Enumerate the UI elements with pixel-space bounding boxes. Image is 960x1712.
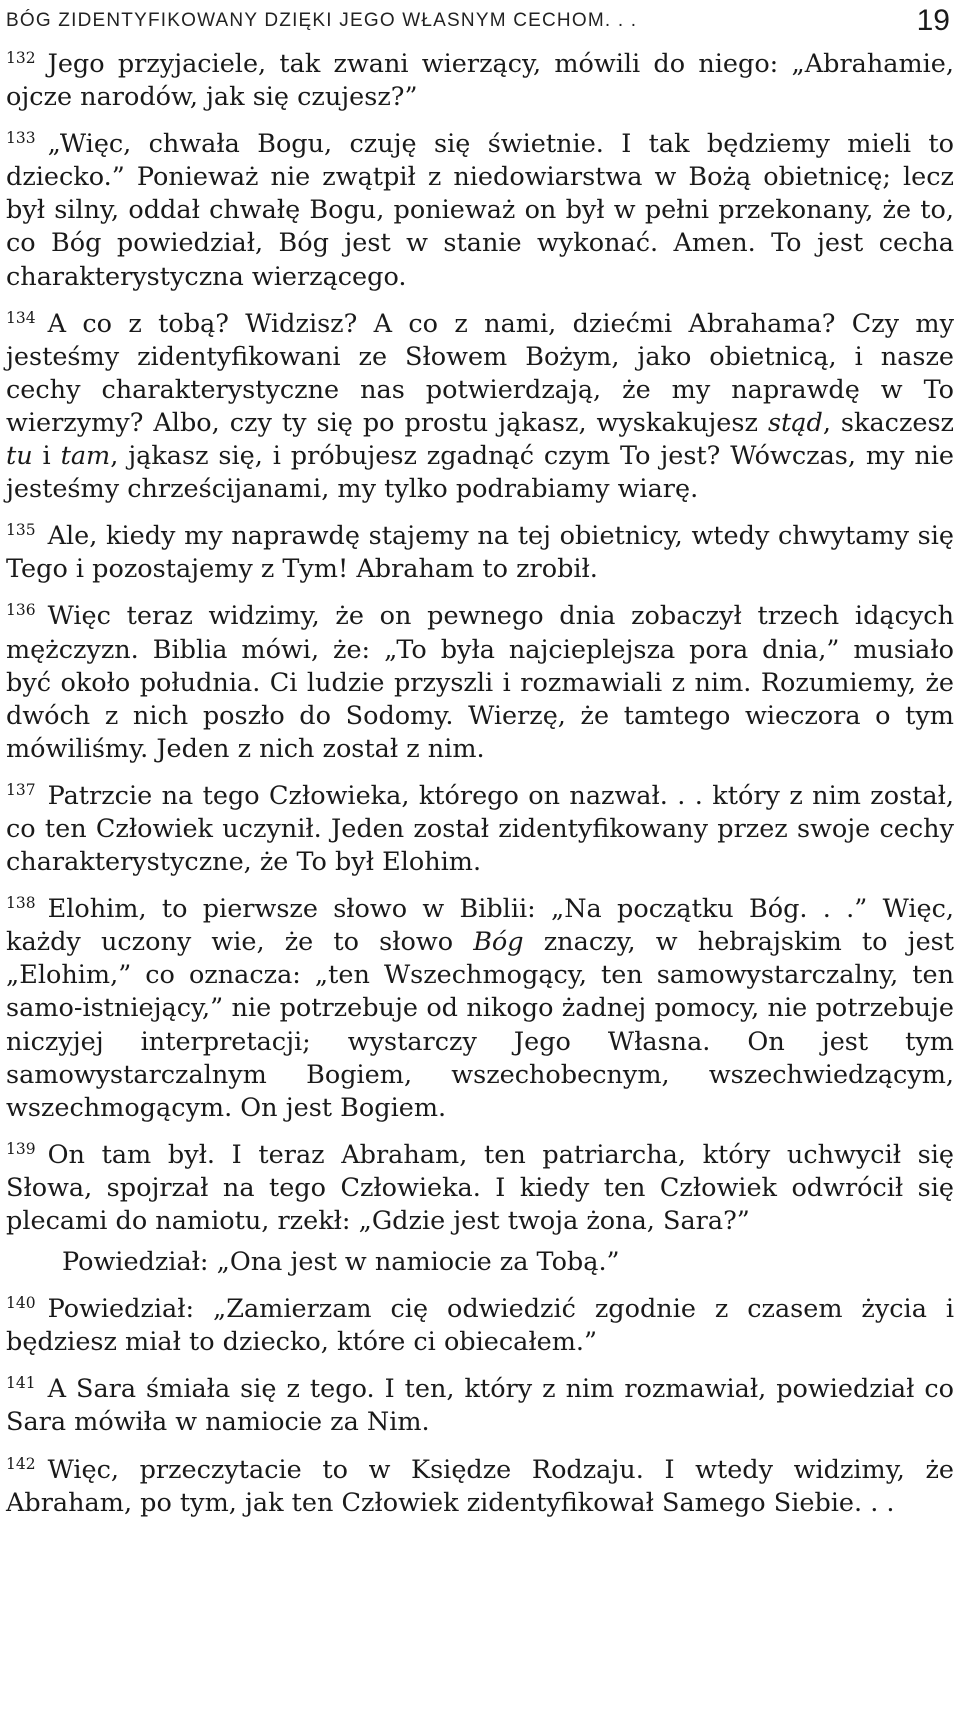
paragraph-141: [6, 1367, 954, 1439]
page-number: 19: [916, 4, 950, 37]
paragraph-139: [6, 1133, 954, 1238]
paragraph-138: [6, 887, 954, 1125]
emphasis-text: tu: [6, 441, 33, 472]
paragraph-number: 137: [6, 780, 36, 799]
paragraph-139-continued: [6, 1246, 954, 1279]
paragraph-text: znaczy, w hebrajskim to jest „Elohim,” co oznacza: „ten Wszechmogący, ten samowystarczalny, ten samo-istniejący,” nie potrzebuje od nikogo żadnej pomocy, nie potrzebuje niczyjej interpretacji; wystarczy Jego Własna. On jest tym samowystarczalnym Bogiem, wszechobecnym, wszechwiedzącym, wszechmogącym. On jest Bogiem.: [6, 927, 954, 1123]
paragraph-140: [6, 1287, 954, 1359]
paragraph-text: Jego przyjaciele, tak zwani wierzący, mówili do niego: „Abrahamie, ojcze narodów, jak się czujesz?”: [6, 49, 954, 113]
paragraph-number: 142: [6, 1454, 36, 1473]
paragraph-text: „Więc, chwała Bogu, czuję się świetnie. I tak będziemy mieli to dziecko.” Ponieważ nie zwątpił z niedowiarstwa w Bożą obietnicę; lecz był silny, oddał chwałę Bogu, ponieważ on był w pełni przekonany, że to, co Bóg powiedział, Bóg jest w stanie wykonać. Amen. To jest cecha charakterystyczna wierzącego.: [6, 129, 954, 292]
paragraph-text: On tam był. I teraz Abraham, ten patriarcha, który uchwycił się Słowa, spojrzał na tego Człowieka. I kiedy ten Człowiek odwrócił się plecami do namiotu, rzekł: „Gdzie jest twoja żona, Sara?”: [6, 1139, 954, 1236]
paragraph-text: Więc, przeczytacie to w Księdze Rodzaju. I wtedy widzimy, że Abraham, po tym, jak ten Człowiek zidentyfikował Samego Siebie. . .: [6, 1454, 954, 1518]
paragraph-text: , skaczesz: [822, 407, 954, 438]
paragraph-text: , jąkasz się, i próbujesz zgadnąć czym To jest? Wówczas, my nie jesteśmy chrześcijanami, my tylko podrabiamy wiarę.: [6, 441, 954, 505]
paragraph-text: Ale, kiedy my naprawdę stajemy na tej obietnicy, wtedy chwytamy się Tego i pozostajemy z Tym! Abraham to zrobił.: [6, 521, 954, 585]
running-head: BÓG ZIDENTYFIKOWANY DZIĘKI JEGO WŁASNYM CECHOM. . .: [6, 10, 638, 31]
paragraph-text: Powiedział: „Zamierzam cię odwiedzić zgodnie z czasem życia i będziesz miał to dziecko, które ci obiecałem.”: [6, 1294, 954, 1358]
paragraph-text: Więc teraz widzimy, że on pewnego dnia zobaczył trzech idących mężczyzn. Biblia mówi, że: „To była najcieplejsza pora dnia,” musiało być około południa. Ci ludzie przyszli i rozmawiali z nim. Rozumiemy, że dwóch z nich poszło do Sodomy. Wierzę, że tamtego wieczora o tym mówiliśmy. Jeden z nich został z nim.: [6, 601, 954, 764]
body-text: [6, 42, 954, 1520]
paragraph-number: 141: [6, 1374, 36, 1393]
paragraph-135: [6, 514, 954, 586]
paragraph-number: 138: [6, 894, 36, 913]
paragraph-text: i: [32, 441, 61, 472]
paragraph-number: 140: [6, 1294, 36, 1313]
paragraph-number: 132: [6, 49, 36, 67]
paragraph-number: 136: [6, 601, 36, 620]
paragraph-number: 135: [6, 521, 36, 540]
paragraph-text: A Sara śmiała się z tego. I ten, który z nim rozmawiał, powiedział co Sara mówiła w namiocie za Nim.: [6, 1374, 954, 1438]
paragraph-132: [6, 42, 954, 114]
page-header: [6, 0, 954, 42]
paragraph-133: [6, 122, 954, 293]
paragraph-text: Powiedział: „Ona jest w namiocie za Tobą.”: [62, 1247, 620, 1278]
emphasis-text: stąd: [767, 407, 823, 438]
paragraph-136: [6, 594, 954, 765]
emphasis-text: Bóg: [473, 927, 524, 958]
paragraph-number: 134: [6, 308, 36, 327]
paragraph-134: [6, 302, 954, 507]
paragraph-text: A co z tobą? Widzisz? A co z nami, dziećmi Abrahama? Czy my jesteśmy zidentyfikowani ze Słowem Bożym, jako obietnicą, i nasze cechy charakterystyczne nas potwierdzają, że my naprawdę w To wierzymy? Albo, czy ty się po prostu jąkasz, wyskakujesz: [6, 308, 954, 438]
paragraph-number: 133: [6, 129, 36, 148]
paragraph-137: [6, 774, 954, 879]
paragraph-text: Elohim, to pierwsze słowo w Biblii: „Na początku Bóg. . .” Więc, każdy uczony wie, że to słowo: [6, 894, 954, 958]
paragraph-142: [6, 1448, 954, 1520]
paragraph-text: Patrzcie na tego Człowieka, którego on nazwał. . . który z nim został, co ten Człowiek uczynił. Jeden został zidentyfikowany przez swoje cechy charakterystyczne, że To był Elohim.: [6, 780, 954, 878]
paragraph-number: 139: [6, 1139, 36, 1158]
emphasis-text: tam: [60, 441, 111, 472]
